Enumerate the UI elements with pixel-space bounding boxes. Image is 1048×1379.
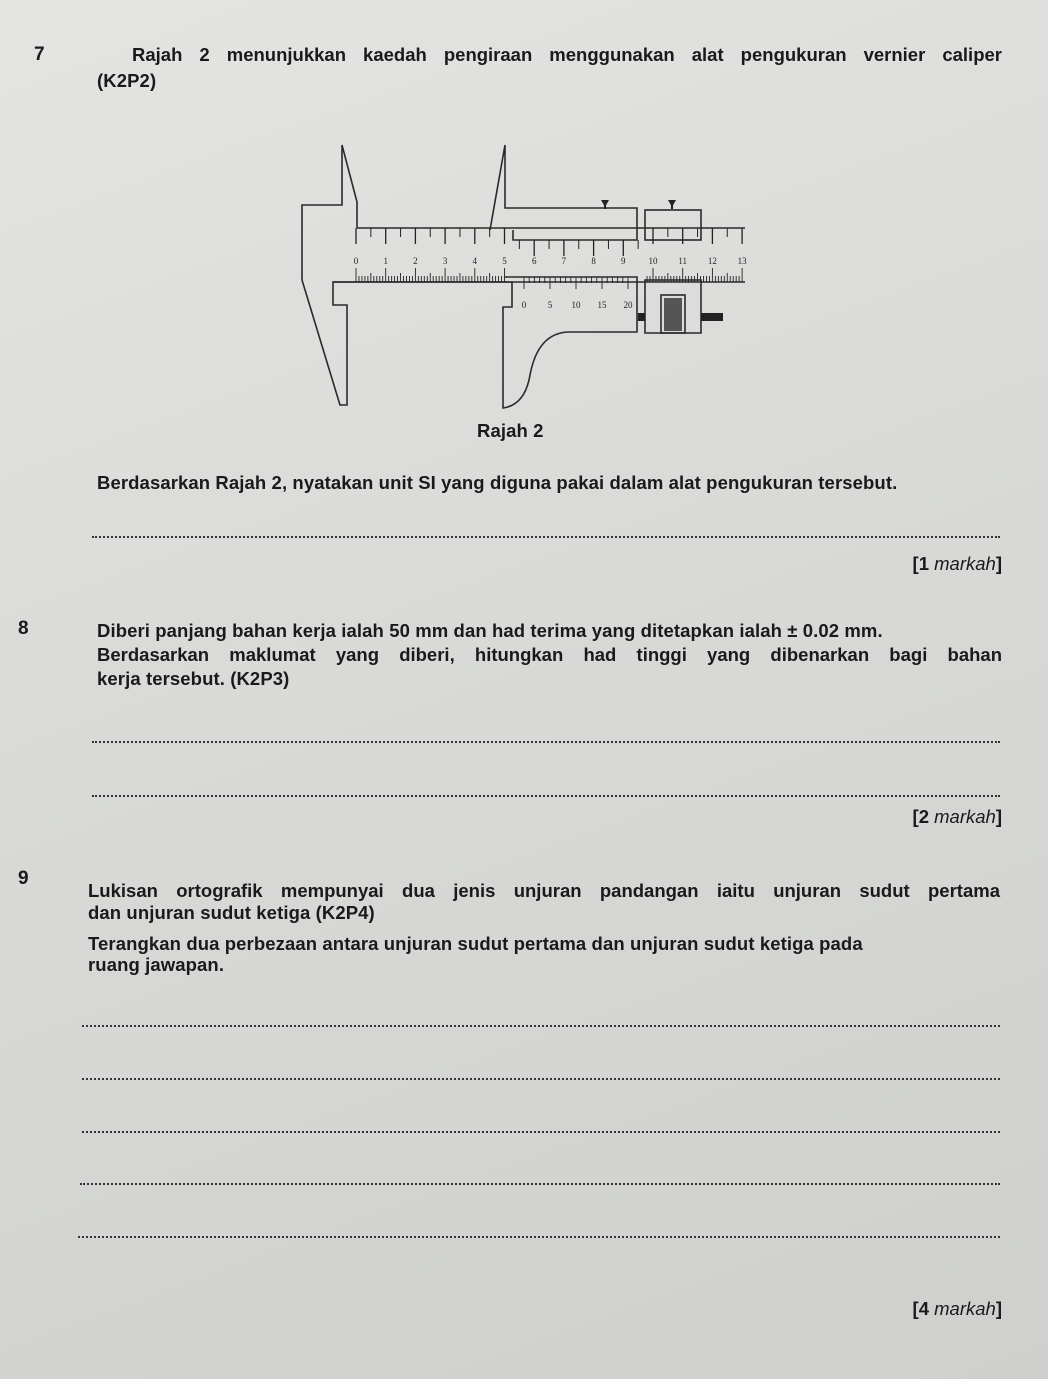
main-scale-label: 9 — [621, 256, 626, 266]
main-scale-label: 2 — [413, 256, 418, 266]
question-9-text-line-4: ruang jawapan. — [88, 954, 225, 975]
answer-line[interactable] — [78, 1236, 1000, 1238]
marks-suffix: ] — [995, 806, 1002, 827]
question-9-number: 9 — [18, 868, 29, 889]
marks-word: markah — [934, 553, 996, 574]
marks-prefix: [4 — [912, 1298, 935, 1319]
main-scale-label: 5 — [502, 256, 507, 266]
marks-word: markah — [934, 1298, 996, 1319]
question-7-text-line-2: (K2P2) — [97, 70, 157, 91]
marks-word: markah — [934, 806, 996, 827]
question-7-prompt: Berdasarkan Rajah 2, nyatakan unit SI yang diguna pakai dalam alat pengukuran tersebut. — [97, 472, 898, 493]
main-scale-label: 12 — [707, 256, 717, 266]
question-9-marks — [913, 1298, 1002, 1320]
question-8-text-line-3: kerja tersebut. (K2P3) — [97, 668, 290, 689]
question-8-marks — [913, 806, 1002, 828]
question-8-text-line-1: Diberi panjang bahan kerja ialah 50 mm dan had terima yang ditetapkan ialah ± 0.02 mm. — [97, 620, 883, 641]
vernier-label: 15 — [597, 300, 607, 310]
vernier-label: 10 — [571, 300, 581, 310]
main-scale-label: 1 — [383, 256, 388, 266]
answer-line[interactable] — [82, 1078, 1000, 1080]
answer-line[interactable] — [92, 741, 1000, 743]
main-scale-label: 13 — [737, 256, 747, 266]
question-7-number: 7 — [34, 44, 45, 65]
lock-screws — [601, 200, 723, 331]
vernier-label: 0 — [521, 300, 527, 310]
question-7-text-line-1: Rajah 2 menunjukkan kaedah pengiraan menggunakan alat pengukuran vernier caliper — [132, 44, 1002, 65]
marks-prefix: [2 — [912, 806, 935, 827]
marks-suffix: ] — [995, 1298, 1002, 1319]
marks-suffix: ] — [995, 553, 1002, 574]
vernier-label: 20 — [623, 300, 633, 310]
main-scale-label: 7 — [561, 256, 567, 266]
question-8-text-line-2: Berdasarkan maklumat yang diberi, hitungkan had tinggi yang dibenarkan bagi bahan — [97, 644, 1002, 665]
question-8-number: 8 — [18, 618, 29, 639]
answer-line[interactable] — [82, 1025, 1000, 1027]
main-scale-label: 4 — [472, 256, 478, 266]
answer-line[interactable] — [92, 795, 1000, 797]
main-scale-label: 11 — [678, 256, 688, 266]
main-scale — [354, 228, 747, 282]
vernier-label: 5 — [547, 300, 553, 310]
answer-line[interactable] — [92, 536, 1000, 538]
main-scale-label: 0 — [353, 256, 359, 266]
main-scale-label: 8 — [591, 256, 596, 266]
marks-prefix: [1 — [912, 553, 935, 574]
question-7-marks — [913, 553, 1002, 575]
figure-caption: Rajah 2 — [477, 420, 544, 441]
answer-line[interactable] — [82, 1131, 1000, 1133]
question-9-text-line-1: Lukisan ortografik mempunyai dua jenis unjuran pandangan iaitu unjuran sudut pertama — [88, 880, 1000, 901]
main-scale-label: 3 — [442, 256, 448, 266]
question-9-text-line-3: Terangkan dua perbezaan antara unjuran sudut pertama dan unjuran sudut ketiga pada — [88, 933, 863, 954]
answer-line[interactable] — [80, 1183, 1000, 1185]
vernier-caliper-diagram — [300, 140, 780, 425]
question-9-text-line-2: dan unjuran sudut ketiga (K2P4) — [88, 902, 375, 923]
main-scale-label: 6 — [531, 256, 537, 266]
main-scale-label: 10 — [648, 256, 658, 266]
caliper-outline — [302, 145, 745, 408]
